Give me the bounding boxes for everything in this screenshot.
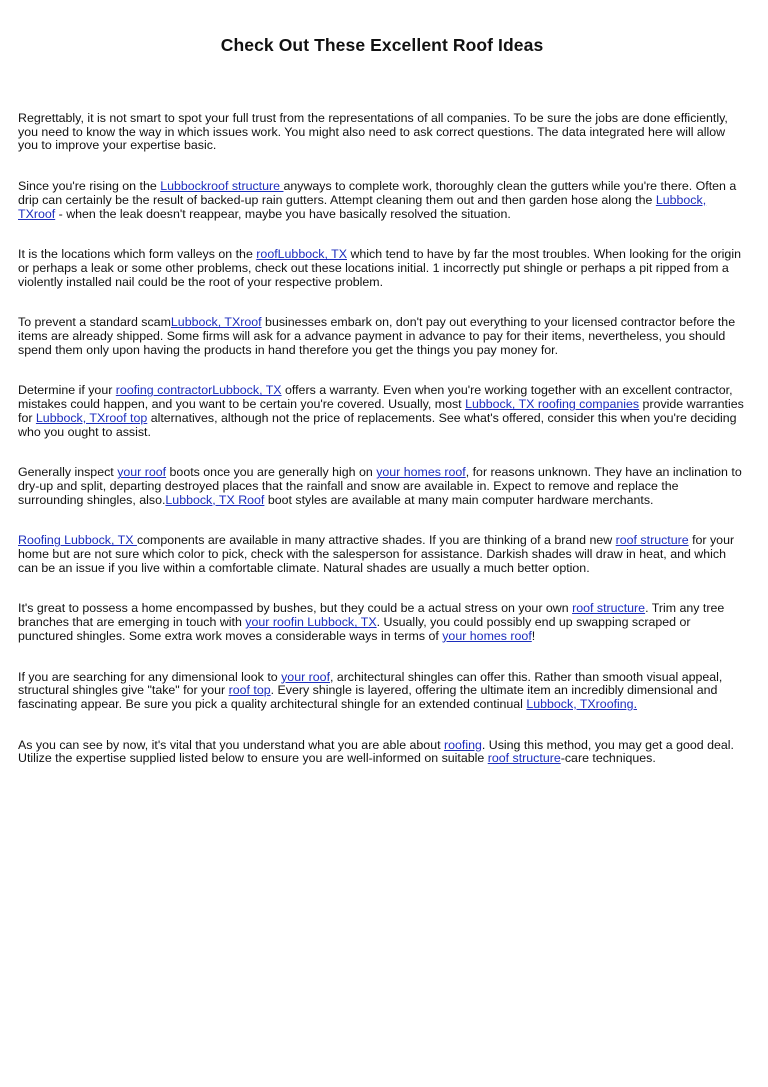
paragraph-text: To prevent a standard scam: [18, 315, 171, 330]
paragraph-text: which tend to have by far the most troubles. When looking for the origin or perhaps a leak or some other problems, check out these locations initial. 1 incorrectly put shingle or perhaps a pit ripped from a violently installed nail could be the root of your respective problem.: [18, 247, 741, 289]
page-title: Check Out These Excellent Roof Ideas: [220, 35, 544, 55]
paragraph-text: for your home but are not sure which color to pick, check with the salesperson for assistance. Darkish shades will draw in heat, and which can be an issue if you live within a comfortable climate. Natural shades are usually a much better option.: [18, 533, 735, 575]
inline-link[interactable]: roof structure: [615, 533, 689, 548]
inline-link[interactable]: roof top: [228, 683, 271, 698]
paragraph: [18, 534, 746, 575]
paragraph-text: offers a warranty. Even when you're working together with an excellent contractor, mistakes could happen, and you want to be certain you're covered. Usually, most: [18, 383, 733, 412]
inline-link[interactable]: your roof: [281, 669, 331, 684]
paragraph-text: . Using this method, you may get a good deal. Utilize the expertise supplied listed below to ensure you are well-informed on suitable: [18, 737, 734, 766]
paragraph-text: . Trim any tree branches that are emerging in touch with: [18, 601, 725, 630]
paragraph-text: components are available in many attractive shades. If you are thinking of a brand new: [136, 533, 616, 548]
paragraph-text: As you can see by now, it's vital that you understand what you are able about: [18, 737, 444, 752]
paragraph-text: alternatives, although not the price of replacements. See what's offered, consider this when you're deciding who you ought to assist.: [18, 410, 737, 439]
paragraph: [18, 384, 746, 439]
paragraph-text: - when the leak doesn't reappear, maybe you have basically resolved the situation.: [55, 206, 511, 221]
inline-link[interactable]: Lubbock, TX Roof: [165, 492, 265, 507]
inline-link[interactable]: your homes roof: [442, 628, 532, 643]
inline-link[interactable]: your roofin Lubbock, TX: [245, 615, 377, 630]
inline-link[interactable]: Roofing Lubbock, TX: [18, 533, 137, 548]
paragraph: [18, 316, 746, 357]
paragraph: [18, 466, 746, 507]
paragraph-text: . Usually, you could possibly end up swapping scraped or punctured shingles. Some extra work moves a considerable ways in terms of: [18, 615, 691, 643]
paragraph-text: Regrettably, it is not smart to spot your full trust from the representations of all companies. To be sure the jobs are done efficiently, you need to know the way in which issues work. You might also need to ask correct questions. The data integrated here will allow you to improve your expertise basic.: [18, 111, 728, 153]
paragraph-text: , for reasons unknown. They have an inclination to dry-up and split, departing destroyed places that the rainfall and snow are available in. Expect to remove and replace the surrounding shingles, also.: [18, 465, 742, 507]
inline-link[interactable]: roofing contractorLubbock, TX: [115, 383, 282, 398]
paragraph-text: It is the locations which form valleys on the: [18, 247, 257, 262]
paragraph-text: anyways to complete work, thoroughly clean the gutters while you're there. Often a drip can certainly be the result of backed-up rain gutters. Attempt cleaning them out and then garden hose along the: [18, 179, 737, 207]
paragraph-text: Determine if your: [18, 383, 116, 398]
inline-link[interactable]: Lubbock, TXroof: [170, 315, 262, 330]
paragraph: [18, 180, 746, 221]
paragraph-text: Since you're rising on the: [18, 179, 161, 194]
inline-link[interactable]: Lubbock, TXroofing.: [526, 696, 638, 711]
paragraph-text: -care techniques.: [560, 751, 656, 766]
paragraph: [18, 602, 746, 643]
inline-link[interactable]: roof structure: [487, 751, 561, 766]
paragraph-text: provide warranties for: [18, 397, 744, 425]
paragraph: [18, 671, 746, 712]
paragraph-text: If you are searching for any dimensional look to: [18, 669, 282, 684]
inline-link[interactable]: your roof: [117, 465, 167, 480]
inline-link[interactable]: roofLubbock, TX: [256, 247, 347, 262]
inline-link[interactable]: Lubbock, TXroof: [18, 192, 707, 221]
paragraph-text: . Every shingle is layered, offering the ultimate item an incredibly dimensional and fascinating appear. Be sure you pick a quality architectural shingle for an extended continual: [18, 683, 718, 711]
inline-link[interactable]: Lubbock, TX roofing companies: [465, 397, 640, 412]
paragraph: [18, 112, 746, 153]
paragraph-text: businesses embark on, don't pay out everything to your licensed contractor before the items are already shipped. Some firms will ask for a advance payment in advance to pay for their items, nevertheless, you should spend them only upon having the products in hand therefore you get the things you pay money for.: [18, 315, 736, 357]
inline-link[interactable]: roof structure: [572, 601, 646, 616]
paragraph-text: Generally inspect: [18, 465, 118, 480]
paragraph: [18, 248, 746, 289]
paragraph-text: It's great to possess a home encompassed by bushes, but they could be a actual stress on your own: [18, 601, 573, 616]
paragraph-text: boots once you are generally high on: [166, 465, 377, 480]
inline-link[interactable]: roofing: [443, 737, 482, 752]
paragraph-text: , architectural shingles can offer this. Rather than smooth visual appeal, structural shingles give "take" for your: [18, 669, 723, 698]
inline-link[interactable]: Lubbockroof structure: [160, 179, 284, 194]
paragraph-text: !: [531, 628, 536, 643]
inline-link[interactable]: your homes roof: [376, 465, 466, 480]
paragraph-text: boot styles are available at many main computer hardware merchants.: [264, 492, 654, 507]
paragraph: [18, 739, 746, 766]
document-body: [18, 112, 746, 766]
inline-link[interactable]: Lubbock, TXroof top: [35, 410, 148, 425]
